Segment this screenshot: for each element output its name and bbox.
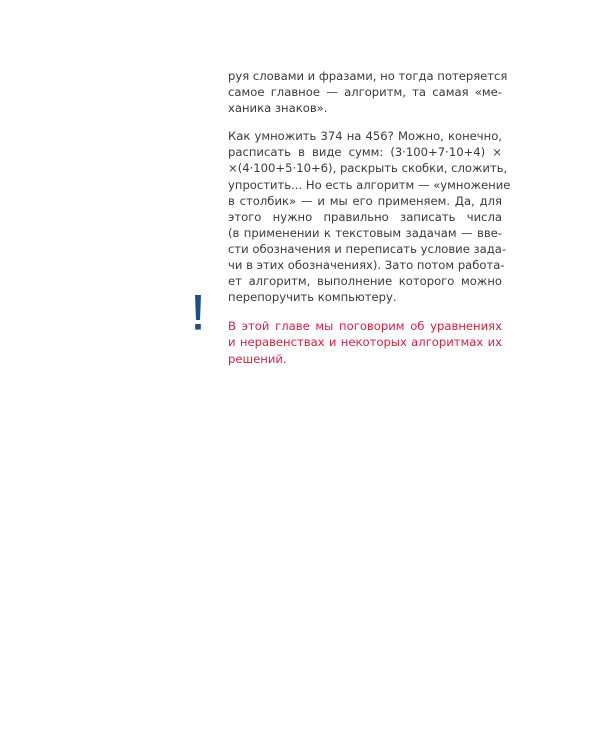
paragraph-2 [228,128,511,305]
text-line: ×(4·100+5·10+6), раскрыть скобки, сложить, [228,161,508,176]
text-line: в столбик» — и мы его применяем. Да, для [228,193,502,208]
note-line: и неравенствах и некоторых алгоритмах их [228,335,502,350]
text-line: самое главное — алгоритм, та самая «ме- [228,85,502,100]
text-line: перепоручить компьютеру. [228,290,397,305]
text-line: Как умножить 374 на 456? Можно, конечно, [228,129,502,144]
text-line: упростить... Но есть алгоритм — «умножение [228,177,511,192]
text-line: расписать в виде сумм: (3·100+7·10+4) × [228,145,502,160]
note-line: В этой главе мы поговорим об уравнениях [228,319,502,334]
paragraph-1 [228,68,508,116]
text-column [228,68,511,367]
note-line: решений. [228,351,287,366]
text-line: ет алгоритм, выполнение которого можно [228,274,502,289]
chapter-note [228,318,502,366]
text-line: чи в этих обозначениях). Зато потом работа- [228,258,505,273]
text-line: этого нужно правильно записать числа [228,209,502,224]
text-line: ханика знаков». [228,101,328,116]
text-line: сти обозначения и переписать условие зада- [228,241,507,256]
text-line: руя словами и фразами, но тогда потеряется [228,69,508,83]
text-line: (в применении к текстовым задачам — вве- [228,225,502,240]
exclamation-icon [189,294,207,332]
